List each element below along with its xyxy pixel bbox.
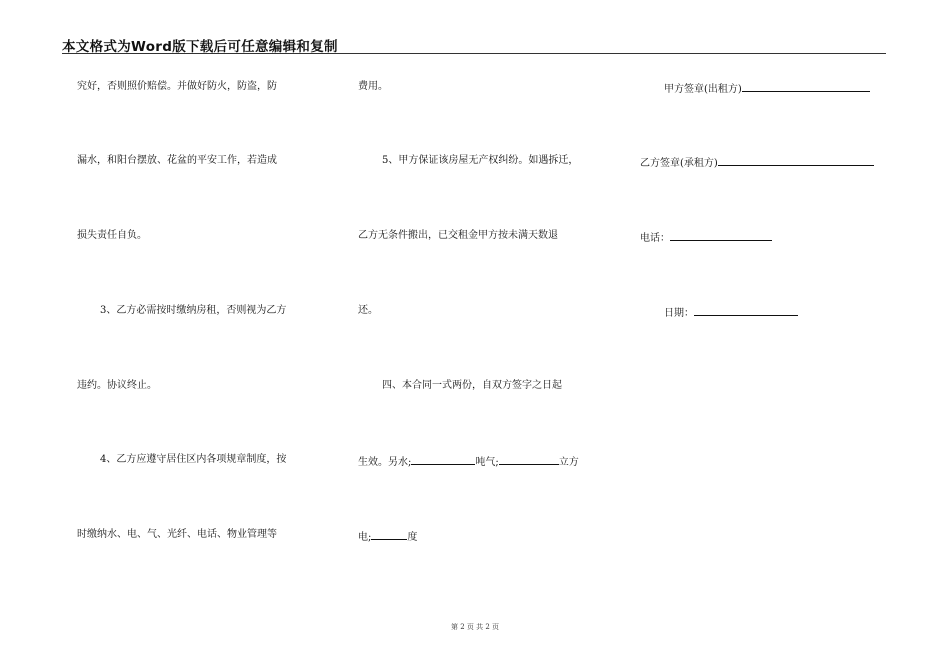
water-blank [411, 454, 475, 465]
col1-line-6: 4、乙方应遵守居住区内各项规章制度，按 [100, 454, 287, 465]
electric-label: 电; [358, 532, 372, 543]
party-b-label: 乙方签章(承租方) [640, 158, 718, 169]
col2-line-1: 费用。 [358, 81, 388, 92]
party-a-label: 甲方签章(出租方) [664, 84, 742, 95]
degree-unit: 度 [407, 532, 418, 543]
party-a-signature [664, 81, 870, 96]
gas-label: 吨气; [475, 457, 499, 468]
col1-line-1: 究好，否则照价赔偿。并做好防火，防盗，防 [77, 81, 277, 92]
party-b-signature [640, 155, 874, 170]
party-b-blank [718, 155, 874, 166]
col1-line-7: 时缴纳水、电、气、光纤、电话、物业管理等 [77, 529, 277, 540]
electric-blank [371, 529, 407, 540]
water-label: 生效。另水; [358, 457, 412, 468]
col1-line-5: 违约。协议终止。 [77, 380, 157, 391]
date-line [664, 305, 798, 320]
phone-line [640, 230, 772, 245]
page-header [62, 35, 886, 54]
page-footer: 第 2 页 共 2 页 [450, 623, 500, 631]
phone-blank [670, 230, 772, 241]
col1-line-2: 漏水，和阳台摆放、花盆的平安工作，若造成 [77, 155, 277, 166]
col2-line-7 [358, 529, 417, 544]
col2-line-3: 乙方无条件搬出，已交租金甲方按未满天数退 [358, 230, 558, 241]
col2-line-4: 还。 [358, 305, 378, 316]
col1-line-4: 3、乙方必需按时缴纳房租，否则视为乙方 [100, 305, 287, 316]
phone-label: 电话： [640, 233, 670, 244]
col2-line-5: 四、本合同一式两份，自双方签字之日起 [382, 380, 562, 391]
party-a-blank [742, 81, 870, 92]
date-label: 日期： [664, 308, 694, 319]
col2-line-2: 5、甲方保证该房屋无产权纠纷。如遇拆迁， [382, 155, 579, 166]
header-title: 本文格式为Word版下载后可任意编辑和复制 [62, 39, 338, 55]
date-blank [694, 305, 798, 316]
col2-line-6 [358, 454, 579, 469]
cubic-unit: 立方 [558, 457, 579, 468]
gas-blank [499, 454, 559, 465]
col1-line-3: 损失责任自负。 [77, 230, 147, 241]
